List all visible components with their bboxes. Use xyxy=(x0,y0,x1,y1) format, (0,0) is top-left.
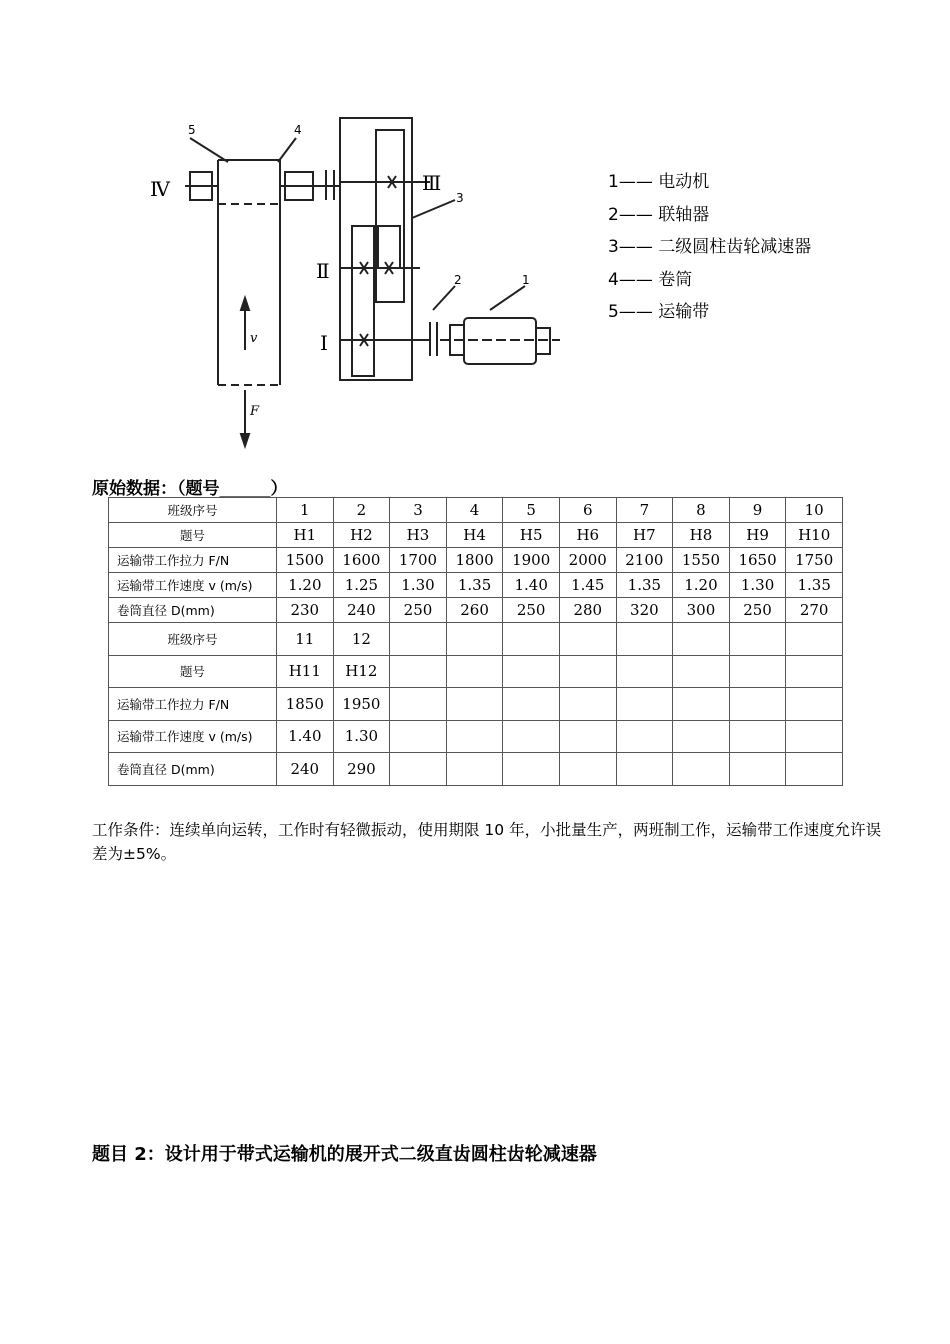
topic-heading: 题目 2：设计用于带式运输机的展开式二级直齿圆柱齿轮减速器 xyxy=(92,1144,597,1165)
legend-item-reducer: 3—— 二级圆柱齿轮减速器 xyxy=(608,237,812,257)
table-cell xyxy=(673,720,730,753)
label-roman-iv: Ⅳ xyxy=(150,177,170,201)
table-cell xyxy=(446,688,503,721)
label-roman-i: Ⅰ xyxy=(320,331,328,355)
table-cell xyxy=(503,720,560,753)
table-cell xyxy=(786,688,843,721)
table-cell xyxy=(673,688,730,721)
table-cell xyxy=(616,688,673,721)
table-cell: 1900 xyxy=(503,548,560,573)
table-cell: 7 xyxy=(616,498,673,523)
table-cell xyxy=(503,753,560,786)
table-cell: 1800 xyxy=(446,548,503,573)
table-cell: 3 xyxy=(390,498,447,523)
table-cell xyxy=(559,688,616,721)
table-row xyxy=(109,753,843,786)
table-cell: 1600 xyxy=(333,548,390,573)
label-v: v xyxy=(250,331,258,346)
table-cell: 250 xyxy=(729,598,786,623)
table-row xyxy=(109,598,843,623)
table-cell: 320 xyxy=(616,598,673,623)
table-cell: 9 xyxy=(729,498,786,523)
table-row xyxy=(109,688,843,721)
table-cell: 5 xyxy=(503,498,560,523)
table-cell xyxy=(559,753,616,786)
table-cell: H3 xyxy=(390,523,447,548)
table-cell: H1 xyxy=(277,523,334,548)
table-cell: 1700 xyxy=(390,548,447,573)
table-cell xyxy=(786,655,843,688)
table-cell: H5 xyxy=(503,523,560,548)
table-cell: 230 xyxy=(277,598,334,623)
table-cell xyxy=(616,623,673,656)
table-cell: H9 xyxy=(729,523,786,548)
table-cell: 1.35 xyxy=(616,573,673,598)
table-cell: 1850 xyxy=(277,688,334,721)
table-cell xyxy=(390,720,447,753)
table-cell: 1.20 xyxy=(673,573,730,598)
label-1: 1 xyxy=(522,273,530,287)
table-cell xyxy=(390,623,447,656)
table-cell xyxy=(559,720,616,753)
legend-item-drum: 4—— 卷筒 xyxy=(608,269,693,290)
row-label: 运输带工作拉力 F/N xyxy=(109,688,277,721)
table-cell xyxy=(729,623,786,656)
table-cell: 300 xyxy=(673,598,730,623)
table-cell: H6 xyxy=(559,523,616,548)
row-label: 题号 xyxy=(109,523,277,548)
table-cell xyxy=(503,688,560,721)
table-cell xyxy=(390,753,447,786)
table-cell: 250 xyxy=(503,598,560,623)
table-cell: 1.30 xyxy=(333,720,390,753)
table-cell: 10 xyxy=(786,498,843,523)
row-label: 运输带工作速度 v (m/s) xyxy=(109,573,277,598)
table-cell: 270 xyxy=(786,598,843,623)
table-cell: 1.30 xyxy=(729,573,786,598)
section-title: 原始数据：（题号______） xyxy=(92,479,288,499)
gear-large-ii xyxy=(352,226,374,376)
table-cell: 1.20 xyxy=(277,573,334,598)
table-cell: 1950 xyxy=(333,688,390,721)
table-cell: 6 xyxy=(559,498,616,523)
table-cell: 2000 xyxy=(559,548,616,573)
table-cell xyxy=(559,655,616,688)
table-row xyxy=(109,573,843,598)
table-cell: 1.45 xyxy=(559,573,616,598)
table-cell: 290 xyxy=(333,753,390,786)
table-cell: 1750 xyxy=(786,548,843,573)
row-label: 卷筒直径 D(mm) xyxy=(109,753,277,786)
table-cell: 1.40 xyxy=(503,573,560,598)
table-cell xyxy=(616,753,673,786)
table-cell xyxy=(786,753,843,786)
table-cell xyxy=(729,688,786,721)
table-cell: 1.40 xyxy=(277,720,334,753)
table-cell xyxy=(729,753,786,786)
table-cell: 1650 xyxy=(729,548,786,573)
table-cell xyxy=(786,720,843,753)
table-cell xyxy=(503,623,560,656)
table-cell: 260 xyxy=(446,598,503,623)
label-5: 5 xyxy=(188,123,196,137)
table-cell: 2100 xyxy=(616,548,673,573)
label-2: 2 xyxy=(454,273,462,287)
table-row xyxy=(109,655,843,688)
row-label: 运输带工作拉力 F/N xyxy=(109,548,277,573)
table-row xyxy=(109,623,843,656)
table-cell: 1550 xyxy=(673,548,730,573)
table-row xyxy=(109,720,843,753)
table-cell: 2 xyxy=(333,498,390,523)
label-roman-ii: Ⅱ xyxy=(316,259,330,283)
table-cell xyxy=(446,655,503,688)
table-cell xyxy=(729,720,786,753)
label-f: F xyxy=(250,404,260,419)
table-row xyxy=(109,548,843,573)
table-cell: 1.30 xyxy=(390,573,447,598)
parameters-table xyxy=(108,497,843,786)
table-cell: 8 xyxy=(673,498,730,523)
table-cell xyxy=(616,655,673,688)
table-cell: H8 xyxy=(673,523,730,548)
table-cell: 250 xyxy=(390,598,447,623)
table-cell xyxy=(503,655,560,688)
table-cell xyxy=(559,623,616,656)
working-conditions: 工作条件：连续单向运转，工作时有轻微振动，使用期限 10 年，小批量生产，两班制工作，运输带工作速度允许误差为±5%。 xyxy=(92,821,882,863)
table-cell: H7 xyxy=(616,523,673,548)
table-cell: 4 xyxy=(446,498,503,523)
diagram-legend xyxy=(608,166,811,329)
table-cell xyxy=(446,623,503,656)
table-cell: 1.25 xyxy=(333,573,390,598)
table-cell: H11 xyxy=(277,655,334,688)
label-4: 4 xyxy=(294,123,302,137)
legend-item-belt: 5—— 运输带 xyxy=(608,302,710,322)
table-cell xyxy=(673,753,730,786)
table-cell xyxy=(390,688,447,721)
row-label: 卷筒直径 D(mm) xyxy=(109,598,277,623)
table-cell: H12 xyxy=(333,655,390,688)
row-label: 班级序号 xyxy=(109,623,277,656)
table-cell xyxy=(673,623,730,656)
table-cell: 12 xyxy=(333,623,390,656)
gear-large-iii xyxy=(376,130,404,302)
table-cell: 1 xyxy=(277,498,334,523)
table-cell xyxy=(729,655,786,688)
table-cell: 240 xyxy=(277,753,334,786)
legend-item-motor: 1—— 电动机 xyxy=(608,172,710,192)
label-3: 3 xyxy=(456,191,464,205)
table-cell: 1.35 xyxy=(446,573,503,598)
table-cell: H4 xyxy=(446,523,503,548)
label-roman-iii: Ⅲ xyxy=(422,171,442,195)
table-cell xyxy=(616,720,673,753)
table-row xyxy=(109,523,843,548)
legend-item-coupling: 2—— 联轴器 xyxy=(608,204,710,225)
table-cell: 280 xyxy=(559,598,616,623)
row-label: 班级序号 xyxy=(109,498,277,523)
table-cell xyxy=(390,655,447,688)
table-cell: H2 xyxy=(333,523,390,548)
parameters-table-body xyxy=(109,498,843,786)
table-cell xyxy=(673,655,730,688)
table-cell xyxy=(446,720,503,753)
table-cell xyxy=(446,753,503,786)
table-row xyxy=(109,498,843,523)
row-label: 运输带工作速度 v (m/s) xyxy=(109,720,277,753)
table-cell: 1.35 xyxy=(786,573,843,598)
table-cell xyxy=(786,623,843,656)
table-cell: 11 xyxy=(277,623,334,656)
table-cell: 1500 xyxy=(277,548,334,573)
table-cell: H10 xyxy=(786,523,843,548)
row-label: 题号 xyxy=(109,655,277,688)
table-cell: 240 xyxy=(333,598,390,623)
